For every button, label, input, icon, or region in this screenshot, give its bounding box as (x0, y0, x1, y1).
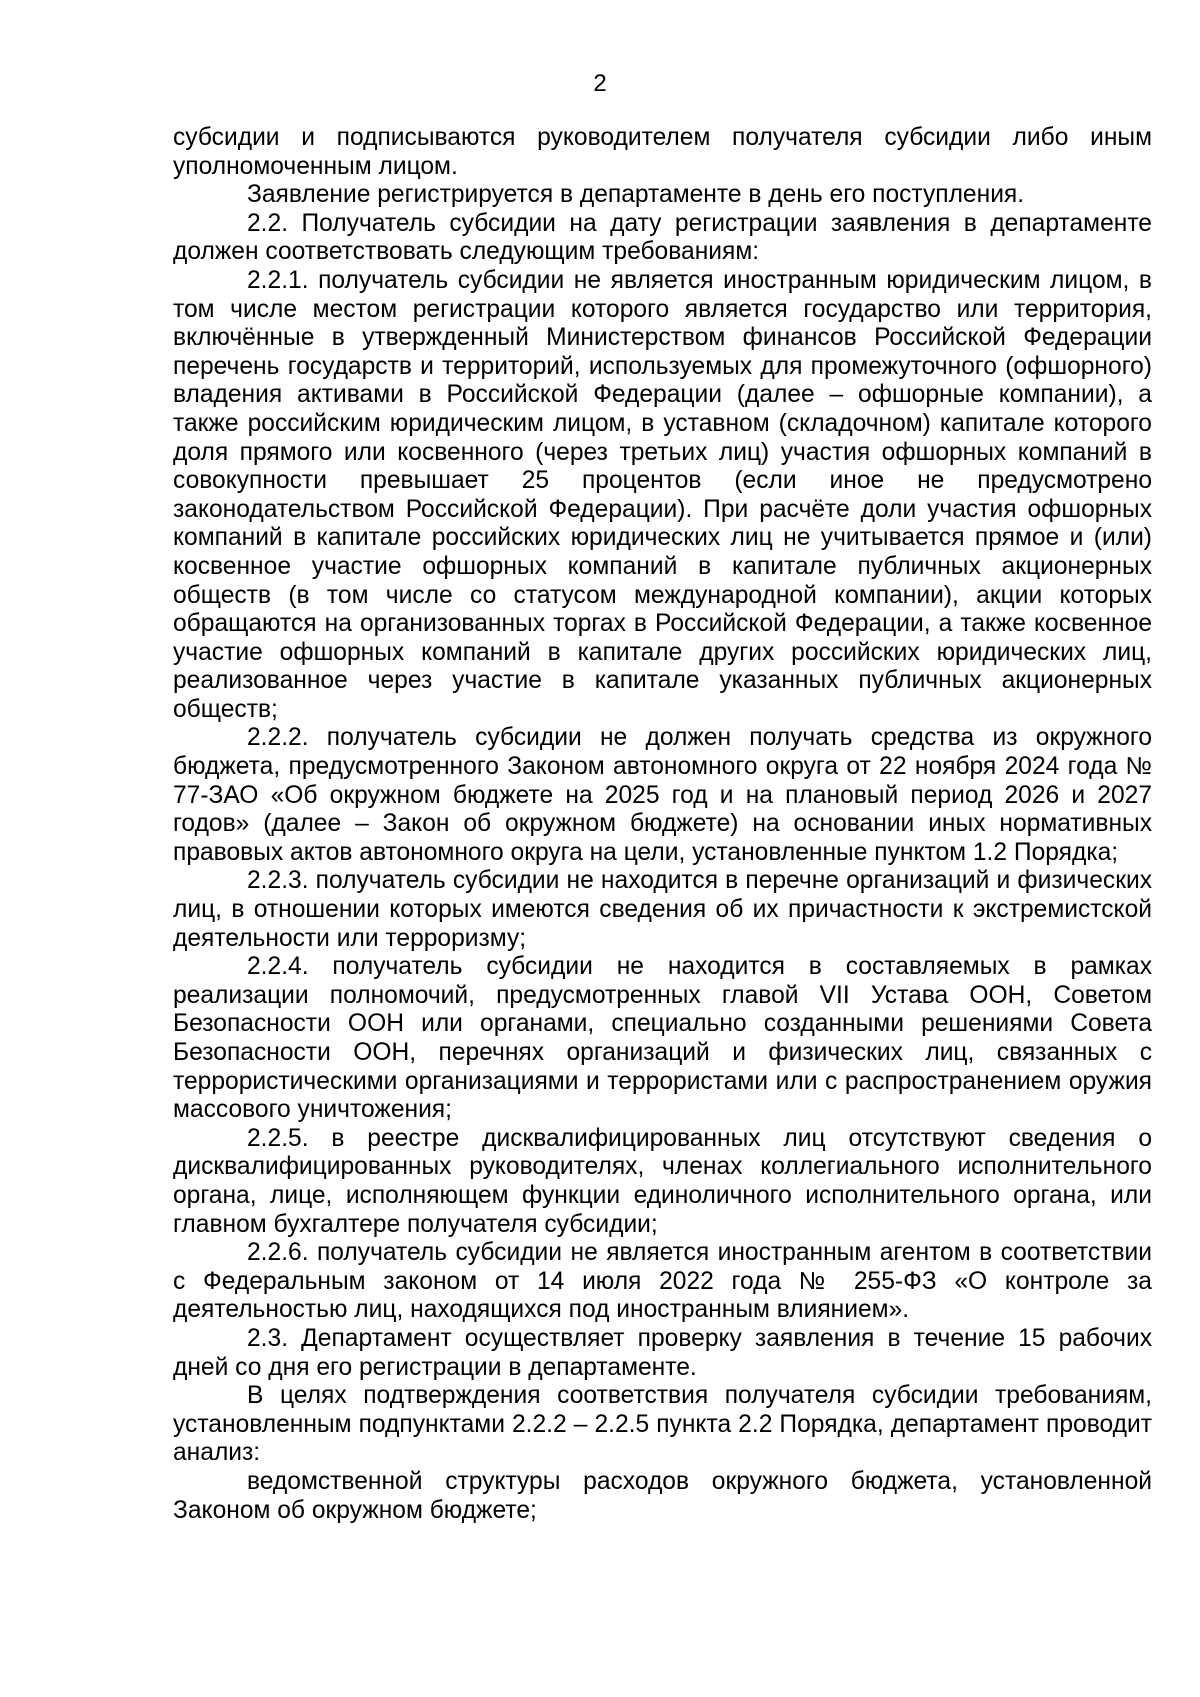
paragraph: 2.2.1. получатель субсидии не является иностранным юридическим лицом, в том числе местом регистрации которого является государство или территория, включённые в утвержденный Министерством финансов Российской Федерации перечень государств и территорий, используемых для промежуточного (офшорного) владения активами в Российской Федерации (далее – офшорные компании), а также российским юридическим лицом, в уставном (складочном) капитале которого доля прямого или косвенного (через третьих лиц) участия офшорных компаний в совокупности превышает 25 процентов (если иное не предусмотрено законодательством Российской Федерации). При расчёте доли участия офшорных компаний в капитале российских юридических лиц не учитывается прямое и (или) косвенное участие офшорных компаний в капитале публичных акционерных обществ (в том числе со статусом международной компании), акции которых обращаются на организованных торгах в Российской Федерации, а также косвенное участие офшорных компаний в капитале других российских юридических лиц, реализованное через участие в капитале указанных публичных акционерных обществ; (173, 266, 1152, 723)
paragraph: 2.2.6. получатель субсидии не является иностранным агентом в соответствии с Федеральным законом от 14 июля 2022 года № 255-ФЗ «О контроле за деятельностью лиц, находящихся под иностранным влиянием». (173, 1239, 1152, 1324)
paragraph: 2.2.5. в реестре дисквалифицированных лиц отсутствуют сведения о дисквалифицированных руководителях, членах коллегиального исполнительного органа, лице, исполняющем функции единоличного исполнительного органа, или главном бухгалтере получателя субсидии; (173, 1124, 1152, 1238)
paragraph: 2.2.2. получатель субсидии не должен получать средства из окружного бюджета, предусмотренного Законом автономного округа от 22 ноября 2024 года № 77-ЗАО «Об окружном бюджете на 2025 год и на плановый период 2026 и 2027 годов» (далее – Закон об окружном бюджете) на основании иных нормативных правовых актов автономного округа на цели, установленные пунктом 1.2 Порядка; (173, 724, 1152, 866)
paragraph: 2.2.3. получатель субсидии не находится в перечне организаций и физических лиц, в отношении которых имеются сведения об их причастности к экстремистской деятельности или терроризму; (173, 867, 1152, 952)
paragraph: В целях подтверждения соответствия получателя субсидии требованиям, установленным подпунктами 2.2.2 – 2.2.5 пункта 2.2 Порядка, департамент проводит анализ: (173, 1382, 1152, 1467)
paragraph: 2.3. Департамент осуществляет проверку заявления в течение 15 рабочих дней со дня его регистрации в департаменте. (173, 1324, 1152, 1381)
document-body (173, 124, 1152, 1525)
paragraph: 2.2. Получатель субсидии на дату регистрации заявления в департаменте должен соответствовать следующим требованиям: (173, 209, 1152, 266)
paragraph: субсидии и подписываются руководителем получателя субсидии либо иным уполномоченным лицом. (173, 124, 1152, 180)
paragraph: 2.2.4. получатель субсидии не находится в составляемых в рамках реализации полномочий, предусмотренных главой VII Устава ООН, Советом Безопасности ООН или органами, специально созданными решениями Совета Безопасности ООН, перечнях организаций и физических лиц, связанных с террористическими организациями и террористами или с распространением оружия массового уничтожения; (173, 953, 1152, 1124)
page-number: 2 (593, 70, 607, 97)
paragraph: ведомственной структуры расходов окружного бюджета, установленной Законом об окружном бюджете; (173, 1467, 1152, 1524)
paragraph: Заявление регистрируется в департаменте в день его поступления. (247, 181, 1025, 209)
